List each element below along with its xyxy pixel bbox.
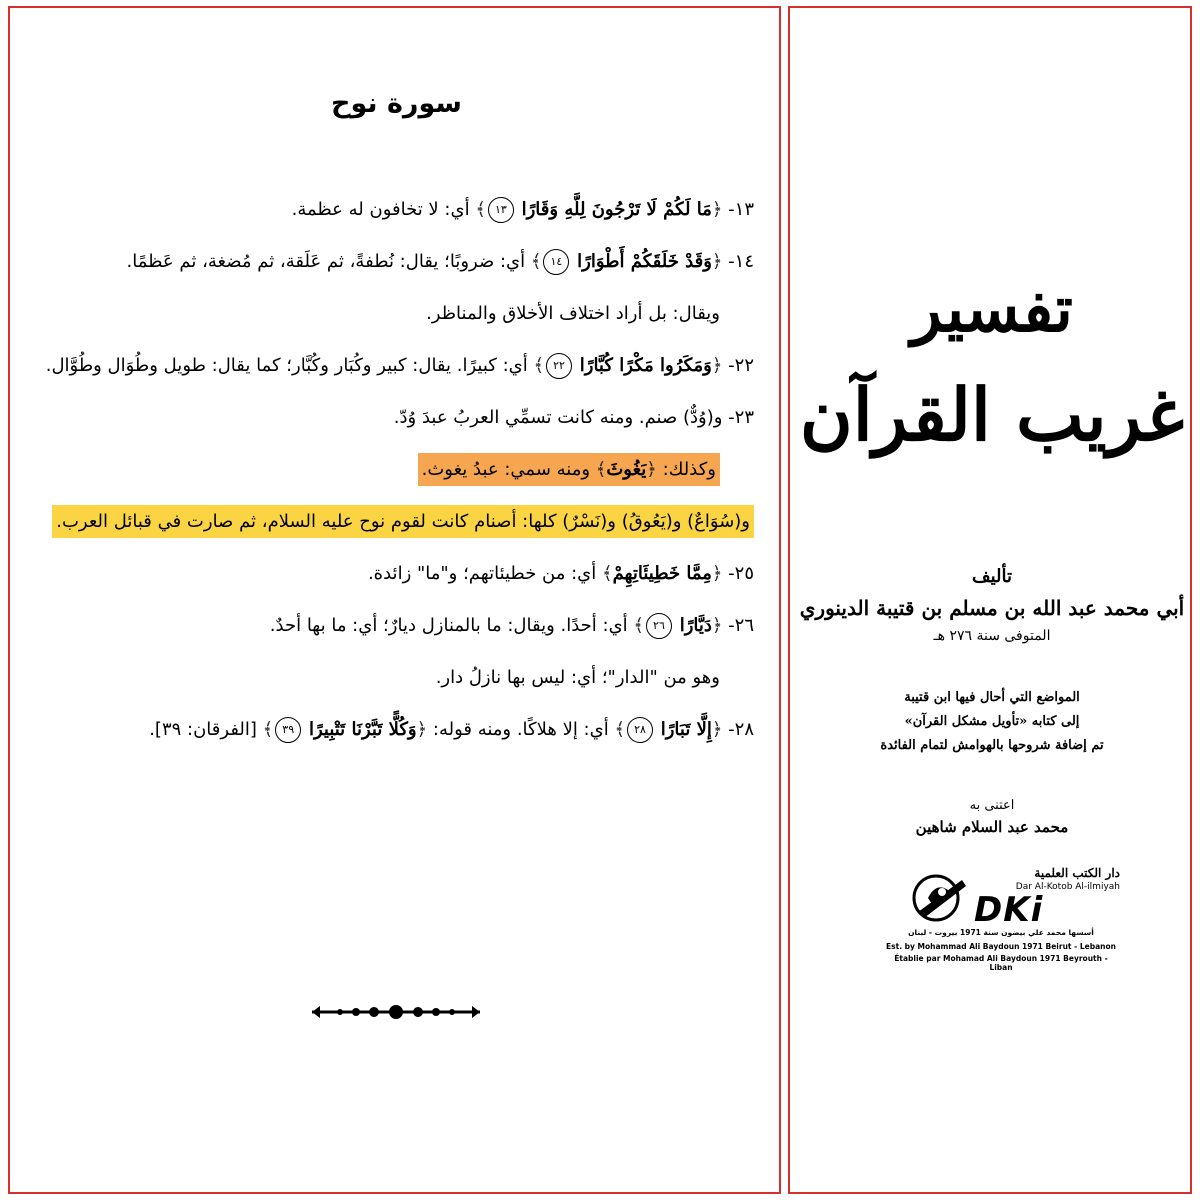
open-bracket-ornament: ﴿ xyxy=(711,563,723,584)
publisher-dki-logo: DKi xyxy=(974,890,1044,930)
publisher-est-english: Est. by Mohammad Ali Baydoun 1971 Beirut - Lebanon xyxy=(886,942,1116,951)
text-page-panel xyxy=(8,6,781,1194)
entry-14-extra: ويقال: بل أراد اختلاف الأخلاق والمناظر. xyxy=(426,303,720,324)
gloss-text: أي: لا تخافون له عظمة. xyxy=(291,199,470,220)
quran-verse: وَقَدْ خَلَقَكُمْ أَطْوَارًا xyxy=(577,251,712,272)
surah-reference: [الفرقان: ٣٩]. xyxy=(149,719,257,740)
entry-number: ٢٥ xyxy=(734,563,754,584)
entry-number: ٢٦ xyxy=(734,615,754,636)
entry-23: ٢٣- و(وُدٌّ) صنم. ومنه كانت تسمِّي العربُ عبدَ وُدّ. xyxy=(393,407,754,428)
commentary-body xyxy=(36,186,754,758)
open-bracket-ornament: ﴿ xyxy=(711,355,723,376)
gloss-text: أي: ضروبًا؛ يقال: نُطفةً، ثم عَلَقة، ثم مُضغة، ثم عَظمًا. xyxy=(126,251,526,272)
close-bracket-ornament: ﴾ xyxy=(595,459,607,480)
entry-26: ٢٦- ﴿دَيَّارًا ٢٦﴾ أي: أحدًا. ويقال: ما بالمنازل ديارٌ؛ أي: ما بها أحدٌ. xyxy=(36,602,754,650)
open-bracket-ornament: ﴿ xyxy=(711,199,723,220)
ayah-number-badge: ١٤ xyxy=(543,249,569,275)
editor-name: محمد عبد السلام شاهين xyxy=(915,818,1069,836)
entry-26-extra: وهو من "الدار"؛ أي: ليس بها نازلُ دار. xyxy=(435,667,720,688)
gloss-text: أي: كبيرًا. يقال: كبير وكُبَار وكُبَّار؛ كما يقال: طويل وطُوَال وطُوَّال. xyxy=(45,355,528,376)
ayah-number-badge: ٢٦ xyxy=(646,613,672,639)
orange-highlight xyxy=(418,453,720,486)
ayah-number-badge: ٢٢ xyxy=(546,353,572,379)
highlight-yellow-line xyxy=(36,498,754,546)
author-death-date: المتوفى سنة ٢٧٦ هـ xyxy=(933,628,1051,644)
edition-notes xyxy=(790,686,1194,758)
gloss-text: أي: أحدًا. ويقال: ما بالمنازل ديارٌ؛ أي: ما بها أحدٌ. xyxy=(269,615,628,636)
gloss-text: أي: إلا هلاكًا. ومنه قوله: xyxy=(432,719,609,740)
quran-verse: إِلَّا تَبَارًا xyxy=(660,719,712,740)
entry-13: ١٣- ﴿مَا لَكُمْ لَا تَرْجُونَ لِلَّهِ وَقَارًا ١٣﴾ أي: لا تخافون له عظمة. xyxy=(36,186,754,234)
quran-word: يَغُوثَ xyxy=(606,459,647,480)
close-bracket-ornament: ﴾ xyxy=(614,719,625,740)
entry-25: ٢٥- ﴿مِمَّا خَطِيئَاتِهِمْ﴾ أي: من خطيئاتهم؛ و"ما" زائدة. xyxy=(367,563,754,584)
ayah-number-badge: ٣٩ xyxy=(275,717,301,743)
authored-by-label: تأليف xyxy=(971,566,1013,587)
open-bracket-ornament: ﴿ xyxy=(711,615,723,636)
close-bracket-ornament: ﴾ xyxy=(602,563,613,584)
open-bracket-ornament: ﴿ xyxy=(711,719,723,740)
publisher-arabic-name: دار الكتب العلمية xyxy=(1034,866,1120,880)
highlight-orange-line xyxy=(36,446,754,494)
cover-title-gharib: غريب القرآن xyxy=(799,372,1185,457)
close-bracket-ornament: ﴾ xyxy=(533,355,545,376)
ayah-number-badge: ١٣ xyxy=(488,197,514,223)
close-bracket-ornament: ﴾ xyxy=(262,719,274,740)
page-title: سورة نوح xyxy=(331,88,462,119)
publisher-est-french: Établie par Mohamad Ali Baydoun 1971 Beyrouth - Liban xyxy=(894,954,1108,972)
entry-14: ١٤- ﴿وَقَدْ خَلَقَكُمْ أَطْوَارًا ١٤﴾ أي: ضروبًا؛ يقال: نُطفةً، ثم عَلَقة، ثم مُضغة، ثم عَظمًا. xyxy=(36,238,754,286)
quran-verse: وَمَكَرُوا مَكْرًا كُبَّارًا xyxy=(579,355,712,376)
author-name: أبي محمد عبد الله بن مسلم بن قتيبة الدينوري xyxy=(799,596,1185,620)
entry-28: ٢٨- ﴿إِلَّا تَبَارًا ٢٨﴾ أي: إلا هلاكًا. ومنه قوله: ﴿وَكُلًّا تَبَّرْنَا تَتْبِيرًا ٣٩﴾ [الفرقان: ٣٩]. xyxy=(36,706,754,754)
open-bracket-ornament: ﴿ xyxy=(646,459,657,480)
quran-verse-cited: وَكُلًّا تَبَّرْنَا تَتْبِيرًا xyxy=(308,719,417,740)
note-line: إلى كتابه «تأويل مشكل القرآن» xyxy=(904,714,1080,729)
note-line: المواضع التي أحال فيها ابن قتيبة xyxy=(904,690,1080,705)
gloss-text: أي: من خطيئاتهم؛ و"ما" زائدة. xyxy=(367,563,597,584)
ayah-number-badge: ٢٨ xyxy=(627,717,653,743)
close-bracket-ornament: ﴾ xyxy=(475,199,486,220)
publisher-latin-name: Dar Al-Kotob Al-ilmiyah xyxy=(1015,882,1120,892)
entry-number: ١٤ xyxy=(734,251,754,272)
quran-verse: مِمَّا خَطِيئَاتِهِمْ xyxy=(612,563,712,584)
entry-number: ١٣ xyxy=(734,199,754,220)
open-bracket-ornament: ﴿ xyxy=(416,719,428,740)
close-bracket-ornament: ﴾ xyxy=(633,615,644,636)
entry-22: ٢٢- ﴿وَمَكَرُوا مَكْرًا كُبَّارًا ٢٢﴾ أي: كبيرًا. يقال: كبير وكُبَار وكُبَّار؛ كما يقال: طويل وطُوَال وطُوَّال. xyxy=(36,342,754,390)
publisher-est-arabic: أسسها محمد علي بيضون سنة 1971 بيروت - لبنان xyxy=(908,928,1094,937)
highlight-suffix: ومنه سمي: عبدُ يغوث. xyxy=(421,459,591,480)
entry-number: ٢٨ xyxy=(734,719,754,740)
quran-verse: دَيَّارًا xyxy=(679,615,712,636)
note-line: تم إضافة شروحها بالهوامش لتمام الفائدة xyxy=(880,738,1104,753)
end-ornament-icon xyxy=(310,1000,482,1024)
yellow-highlight: و(سُوَاعٌ) و(يَعُوقُ) و(نَسْرٌ) كلها: أصنام كانت لقوم نوح عليه السلام، ثم صارت في قبائل العرب. xyxy=(52,505,754,538)
cover-title-tafsir: تفسير xyxy=(911,272,1073,347)
publisher-emblem-icon xyxy=(908,868,972,930)
open-bracket-ornament: ﴿ xyxy=(711,251,723,272)
highlight-prefix: وكذلك: xyxy=(662,459,716,480)
quran-verse: مَا لَكُمْ لَا تَرْجُونَ لِلَّهِ وَقَارًا xyxy=(521,199,712,220)
edited-by-label: اعتنى به xyxy=(969,798,1015,813)
book-cover-panel xyxy=(788,6,1192,1194)
entry-number: ٢٢ xyxy=(734,355,754,376)
close-bracket-ornament: ﴾ xyxy=(530,251,542,272)
